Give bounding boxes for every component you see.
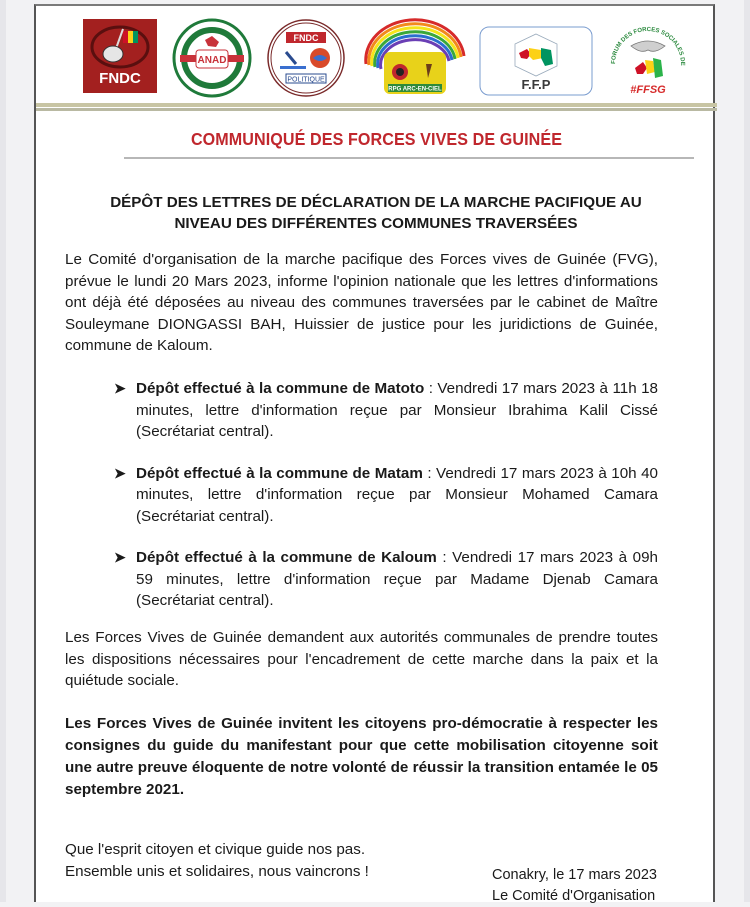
deposit-heading: Dépôt effectué à la commune de Matoto — [136, 380, 425, 397]
header-separator — [36, 103, 717, 107]
rpg-arc-en-ciel-logo — [362, 16, 468, 96]
window-edge-right — [744, 0, 750, 902]
subtitle-line-2: NIVEAU DES DIFFÉRENTES COMMUNES TRAVERSÉES — [174, 215, 578, 232]
intro-paragraph: Le Comité d'organisation de la marche pacifique des Forces vives de Guinée (FVG), prévue le lundi 20 Mars 2023, informe l'opinion nationale que les lettres d'informations ont déjà été déposées au niveau des communes traversées par le cabinet de Maître Souleymane DIONGASSI BAH, Huissier de justice pour les juridictions de Guinée, commune de Kaloum. — [65, 251, 658, 354]
ffsg-logo — [603, 16, 693, 100]
fndc-politique-logo — [266, 18, 346, 98]
deposit-item-matoto — [114, 378, 658, 443]
signatory: Le Comité d'Organisation — [492, 888, 656, 904]
window-edge-left — [0, 0, 6, 902]
anad-logo — [172, 18, 252, 98]
fndc-logo — [83, 19, 157, 93]
citizens-call-paragraph: Les Forces Vives de Guinée invitent les citoyens pro-démocratie à respecter les consignes du guide du manifestant pour que cette mobilisation citoyenne soit une autre preuve éloquente de notre volonté de réussir la transition entamée le 05 septembre 2021. — [65, 715, 658, 798]
arrow-bullet-icon: ➤ — [114, 549, 126, 565]
deposit-item-kaloum — [114, 547, 658, 612]
signature-block — [492, 865, 657, 907]
header-separator-shadow — [36, 108, 717, 111]
fndc-logo-label: FNDC — [99, 70, 141, 87]
deposit-details: : Vendredi 17 mars 2023 à 09h 59 minutes, lettre d'information reçue par Madame Djenab Camara (Secrétariat central). — [136, 549, 658, 609]
fndc-politique-sublabel: POLITIQUE — [287, 76, 325, 84]
deposit-item-matam — [114, 463, 658, 528]
logo-banner — [36, 6, 713, 102]
authorities-paragraph: Les Forces Vives de Guinée demandent aux autorités communales de prendre toutes les dispositions nécessaires pour l'encadrement de cette marche dans la paix et la quiétude sociale. — [65, 629, 658, 689]
document-page — [34, 4, 715, 902]
fndc-politique-logo-label: FNDC — [293, 33, 319, 43]
title-underline — [124, 157, 694, 159]
deposit-details: : Vendredi 17 mars 2023 à 11h 18 minutes, lettre d'information reçue par Monsieur Ibrahima Kalil Cissé (Secrétariat central). — [136, 380, 658, 440]
deposit-details: : Vendredi 17 mars 2023 à 10h 40 minutes, lettre d'information reçue par Monsieur Mohamed Camara (Secrétariat central). — [136, 464, 658, 525]
closing-line-1: Que l'esprit citoyen et civique guide nos pas. — [65, 841, 366, 858]
ffsg-ring-text: FORUM DES FORCES SOCIALES DE — [610, 26, 686, 66]
deposit-heading: Dépôt effectué à la commune de Kaloum — [136, 549, 437, 566]
anad-logo-label: ANAD — [197, 55, 227, 66]
ffsg-logo-label: #FFSG — [630, 84, 666, 96]
arrow-bullet-icon: ➤ — [114, 464, 126, 481]
closing-line-2: Ensemble unis et solidaires, nous vaincrons ! — [65, 862, 369, 880]
document-title: COMMUNIQUÉ DES FORCES VIVES DE GUINÉE — [190, 129, 563, 149]
rpg-logo-label: RPG ARC-EN-CIEL — [388, 86, 442, 93]
arrow-bullet-icon: ➤ — [114, 380, 126, 396]
deposit-list — [114, 378, 658, 632]
document-subtitle — [76, 192, 676, 234]
place-date: Conakry, le 17 mars 2023 — [492, 867, 657, 883]
ffp-logo — [479, 26, 593, 96]
subtitle-line-1: DÉPÔT DES LETTRES DE DÉCLARATION DE LA MARCHE PACIFIQUE AU — [110, 194, 642, 211]
closing-motto — [65, 839, 369, 882]
deposit-heading: Dépôt effectué à la commune de Matam — [136, 464, 423, 482]
ffp-logo-label: F.F.P — [521, 77, 551, 92]
